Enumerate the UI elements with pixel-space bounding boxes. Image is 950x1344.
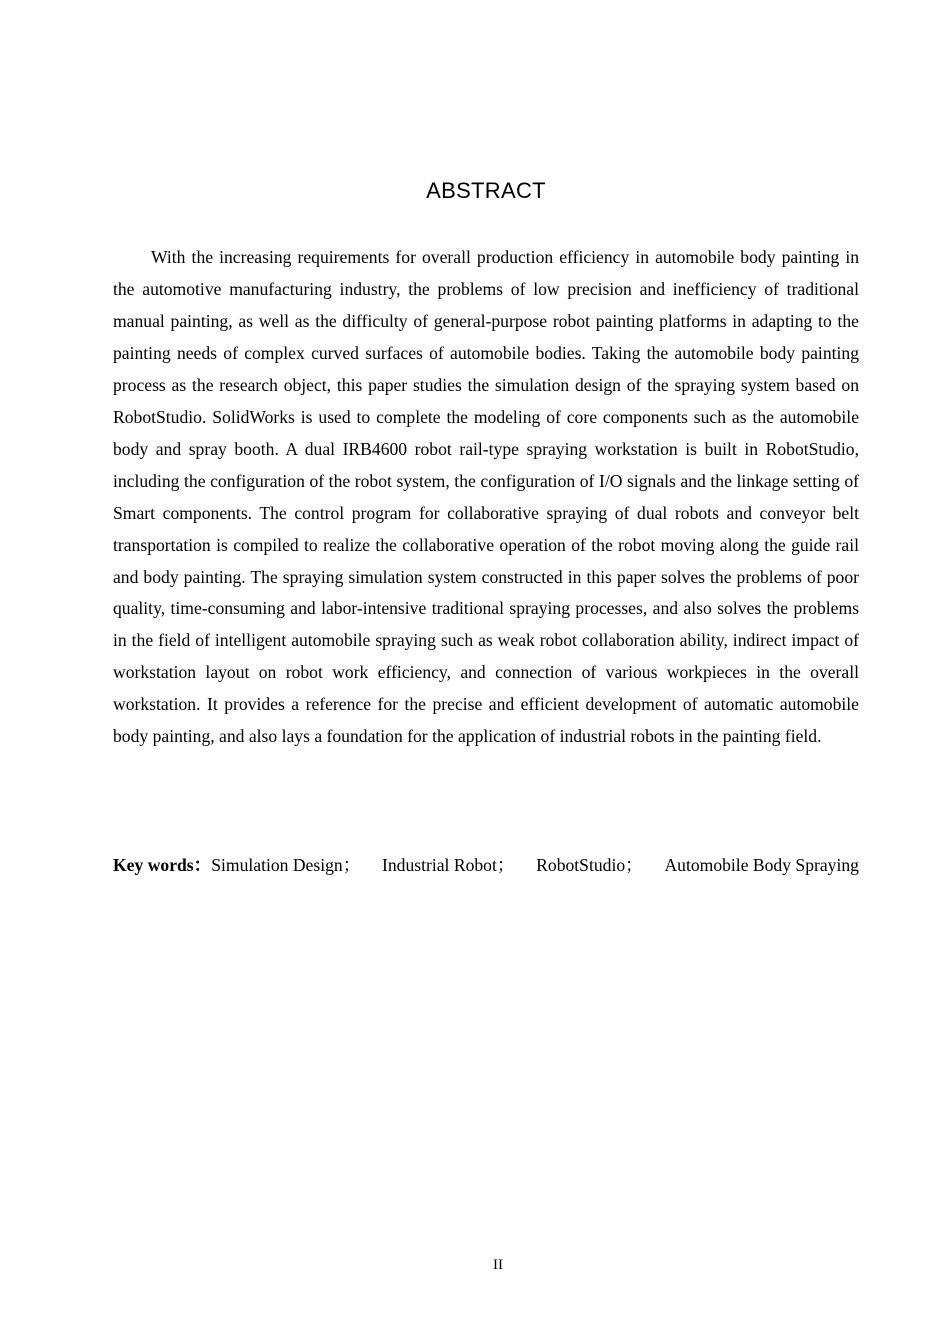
keyword-item: Industrial Robot；	[382, 855, 515, 875]
keyword-item: Simulation Design；	[211, 855, 361, 875]
abstract-body: With the increasing requirements for overall production efficiency in automobile body painting in the automotive manufacturing industry, the problems of low precision and inefficiency of traditional manual painting, as well as the difficulty of general-purpose robot painting platforms in adapting to the painting needs of complex curved surfaces of automobile bodies. Taking the automobile body painting process as the research object, this paper studies the simulation design of the spraying system based on RobotStudio. SolidWorks is used to complete the modeling of core components such as the automobile body and spray booth. A dual IRB4600 robot rail-type spraying workstation is built in RobotStudio, including the configuration of the robot system, the configuration of I/O signals and the linkage setting of Smart components. The control program for collaborative spraying of dual robots and conveyor belt transportation is compiled to realize the collaborative operation of the robot moving along the guide rail and body painting. The spraying simulation system constructed in this paper solves the problems of poor quality, time-consuming and labor-intensive traditional spraying processes, and also solves the problems in the field of intelligent automobile spraying such as weak robot collaboration ability, indirect impact of workstation layout on robot work efficiency, and connection of various workpieces in the overall workstation. It provides a reference for the precise and efficient development of automatic automobile body painting, and also lays a foundation for the application of industrial robots in the painting field.	[113, 247, 859, 747]
page-number: II	[493, 1257, 503, 1273]
keyword-item: RobotStudio；	[536, 855, 643, 875]
keyword-item: Automobile Body Spraying	[664, 855, 859, 875]
keywords-list	[211, 850, 859, 882]
abstract-title: ABSTRACT	[426, 178, 546, 203]
keywords-line	[113, 850, 859, 882]
keywords-label: Key words：	[113, 855, 212, 875]
